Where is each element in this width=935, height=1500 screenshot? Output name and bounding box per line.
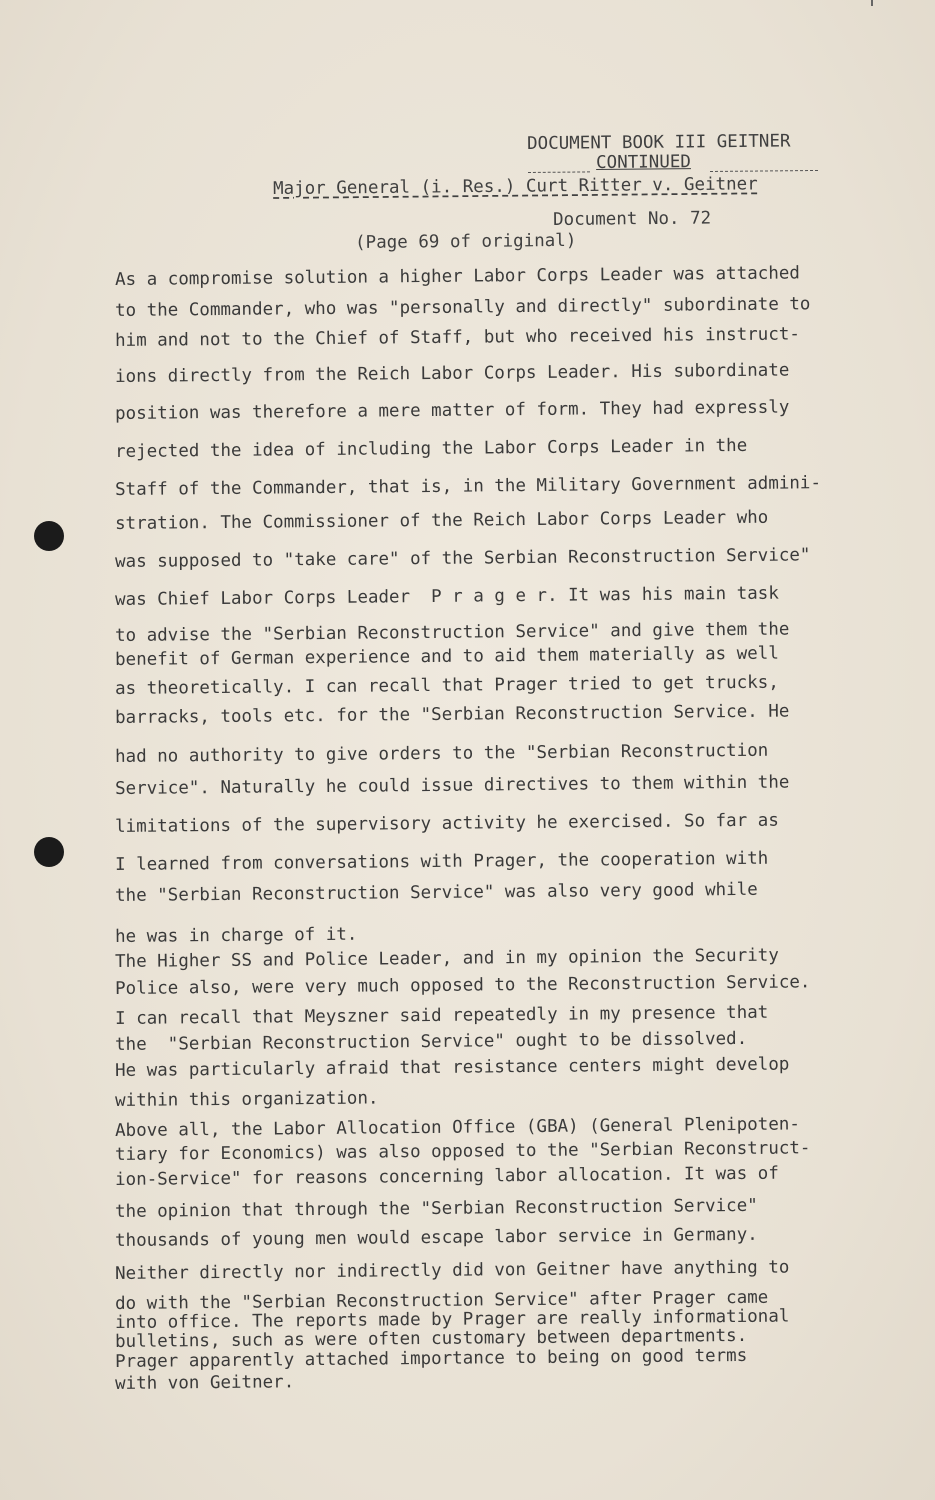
- body-line: he was in charge of it.: [114, 924, 358, 947]
- body-line: The Higher SS and Police Leader, and in my opinion the Security: [114, 945, 779, 972]
- continued-label: CONTINUED: [595, 152, 691, 173]
- document-book-title: DOCUMENT BOOK III GEITNER: [526, 131, 791, 154]
- body-line: Service". Naturally he could issue directives to them within the: [114, 772, 790, 799]
- body-line: barracks, tools etc. for the "Serbian Reconstruction Service. He: [114, 701, 790, 728]
- body-line: with von Geitner.: [114, 1372, 295, 1394]
- body-line: benefit of German experience and to aid them materially as well: [114, 643, 779, 670]
- body-line: do with the "Serbian Reconstruction Service" after Prager came: [114, 1287, 769, 1314]
- body-line: was Chief Labor Corps Leader P r a g e r. It was his main task: [114, 583, 779, 610]
- body-line: rejected the idea of including the Labor Corps Leader in the: [114, 435, 748, 462]
- body-line: stration. The Commissioner of the Reich Labor Corps Leader who: [114, 507, 769, 534]
- body-line: thousands of young men would escape labor service in Germany.: [114, 1224, 758, 1251]
- punch-hole-top: [34, 521, 64, 551]
- body-line: Neither directly nor indirectly did von Geitner have anything to: [114, 1257, 790, 1284]
- defendant-heading: Major General (i. Res.) Curt Ritter v. Geitner: [272, 174, 758, 199]
- body-line: I can recall that Meyszner said repeatedly in my presence that: [114, 1002, 769, 1029]
- body-line: to the Commander, who was "personally and directly" subordinate to: [114, 294, 811, 321]
- body-line: Prager apparently attached importance to being on good terms: [114, 1345, 748, 1372]
- body-line: Above all, the Labor Allocation Office (GBA) (General Plenipoten-: [114, 1114, 800, 1141]
- body-line: ions directly from the Reich Labor Corps Leader. His subordinate: [114, 360, 790, 387]
- body-line: had no authority to give orders to the "Serbian Reconstruction: [114, 740, 769, 767]
- document-number: Document No. 72: [552, 208, 712, 230]
- page-reference: (Page 69 of original): [354, 230, 577, 253]
- body-line: ion-Service" for reasons concerning labor allocation. It was of: [114, 1163, 779, 1190]
- body-line: within this organization.: [114, 1088, 379, 1111]
- body-line: tiary for Economics) was also opposed to the "Serbian Reconstruct-: [114, 1138, 811, 1165]
- continued-dash-left: [528, 171, 590, 173]
- body-line: I learned from conversations with Prager, the cooperation with: [114, 848, 769, 875]
- body-line: the "Serbian Reconstruction Service" ought to be dissolved.: [114, 1028, 748, 1055]
- body-line: bulletins, such as were often customary between departments.: [114, 1325, 748, 1352]
- edge-mark: [871, 0, 873, 6]
- body-line: the opinion that through the "Serbian Reconstruction Service": [114, 1195, 758, 1222]
- continued-dash-right: [710, 170, 818, 172]
- body-line: Police also, were very much opposed to the Reconstruction Service.: [114, 972, 811, 999]
- body-line: Staff of the Commander, that is, in the Military Government admini-: [114, 473, 822, 500]
- body-line: the "Serbian Reconstruction Service" was also very good while: [114, 879, 758, 906]
- body-line: He was particularly afraid that resistance centers might develop: [114, 1054, 790, 1081]
- body-line: limitations of the supervisory activity he exercised. So far as: [114, 810, 779, 837]
- body-line: to advise the "Serbian Reconstruction Service" and give them the: [114, 619, 790, 646]
- body-line: position was therefore a mere matter of form. They had expressly: [114, 397, 790, 424]
- body-line: As a compromise solution a higher Labor Corps Leader was attached: [114, 263, 800, 290]
- body-line: as theoretically. I can recall that Prager tried to get trucks,: [114, 672, 779, 699]
- body-line: into office. The reports made by Prager are really informational: [114, 1306, 790, 1333]
- punch-hole-bottom: [34, 837, 64, 867]
- body-line: him and not to the Chief of Staff, but who received his instruct-: [114, 324, 800, 351]
- body-line: was supposed to "take care" of the Serbian Reconstruction Service": [114, 545, 811, 572]
